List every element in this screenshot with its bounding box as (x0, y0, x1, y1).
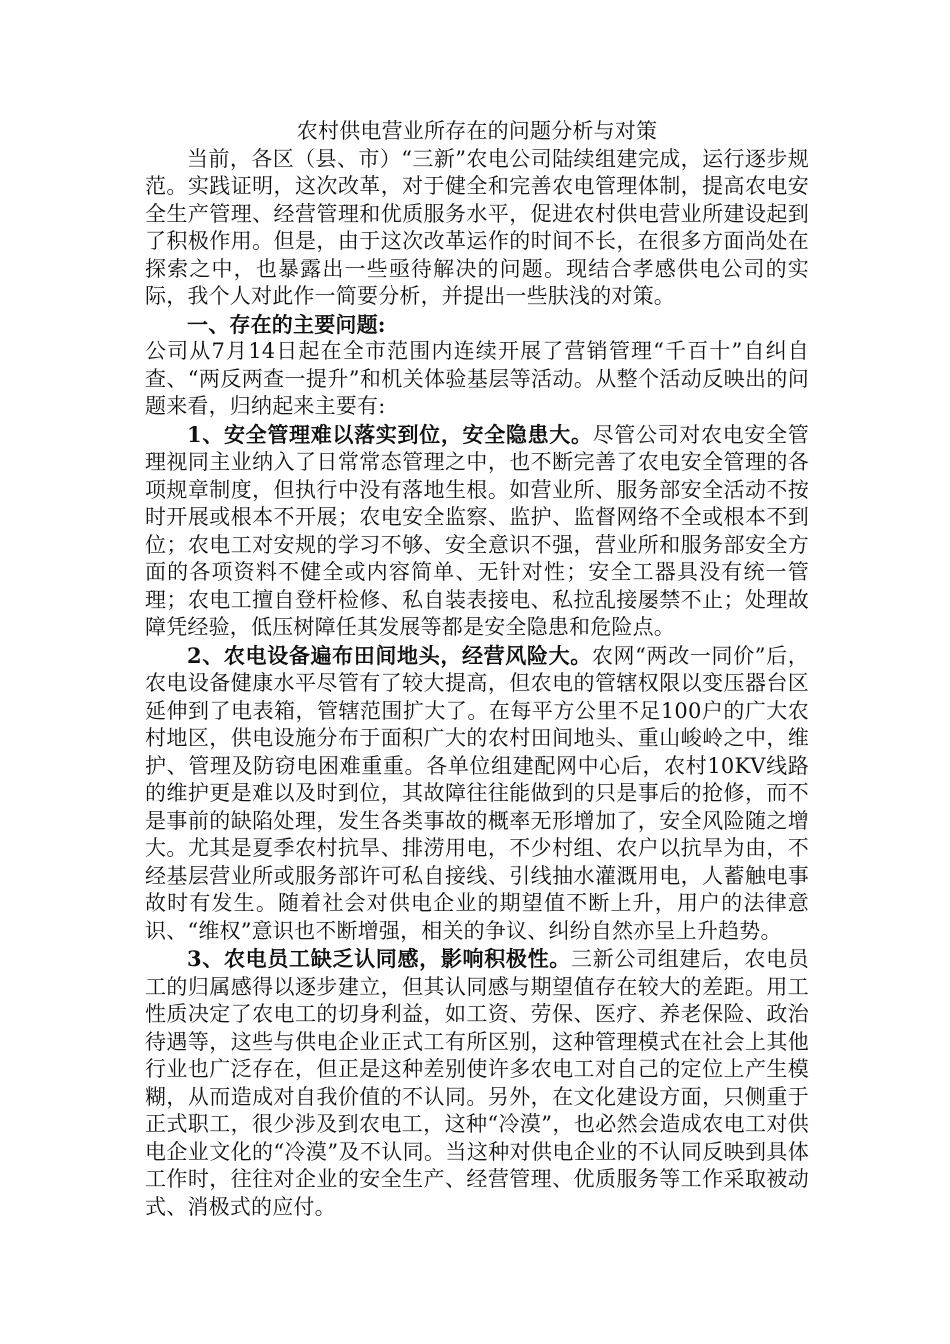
problem-item-2-lead: 2、农电设备遍布田间地头，经营风险大。 (187, 642, 592, 668)
intro-paragraph: 当前，各区（县、市）“三新”农电公司陆续组建完成，运行逐步规范。实践证明，这次改革，对于健全和完善农电管理体制，提高农电安全生产管理、经营管理和优质服务水平，促进农村供电营业所建设起到了积极作用。但是，由于这次改革运作的时间不长，在很多方面尚处在探索之中，也暴露出一些亟待解决的问题。现结合孝感供电公司的实际，我个人对此作一简要分析，并提出一些肤浅的对策。 (145, 146, 809, 308)
problem-item-1-body: 尽管公司对农电安全管理视同主业纳入了日常常态管理之中，也不断完善了农电安全管理的各项规章制度，但执行中没有落地生根。如营业所、服务部安全活动不按时开展或根本不开展；农电安全监察、监护、监督网络不全或根本不到位；农电工对安规的学习不够、安全意识不强，营业所和服务部安全方面的各项资料不健全或内容简单、无针对性；安全工器具没有统一管理；农电工擅自登杆检修、私自装表接电、私拉乱接屡禁不止；处理故障凭经验，低压树障任其发展等都是安全隐患和危险点。 (145, 422, 809, 639)
problem-item-3 (145, 945, 809, 1221)
problem-item-1 (145, 421, 809, 642)
problem-item-2-body: 农网“两改一同价”后，农电设备健康水平尽管有了较大提高，但农电的管辖权限以变压器台区延伸到了电表箱，管辖范围扩大了。在每平方公里不足100户的广大农村地区，供电设施分布于面积广大的农村田间地头、重山峻岭之中，维护、管理及防窃电困难重重。各单位组建配网中心后，农村10KV线路的维护更是难以及时到位，其故障往往能做到的只是事后的抢修，而不是事前的缺陷处理，发生各类事故的概率无形增加了，安全风险随之增大。尤其是夏季农村抗旱、排涝用电，不少村组、农户以抗旱为由，不经基层营业所或服务部许可私自接线、引线抽水灌溉用电，人蓄触电事故时有发生。随着社会对供电企业的期望值不断上升，用户的法律意识、“维权”意识也不断增强，相关的争议、纠纷自然亦呈上升趋势。 (145, 643, 809, 943)
section-heading: 一、存在的主要问题: (187, 311, 386, 337)
section-intro-paragraph: 公司从7月14日起在全市范围内连续开展了营销管理“千百十”自纠自查、“两反两查一提升”和机关体验基层等活动。从整个活动反映出的问题来看，归纳起来主要有: (145, 339, 809, 418)
problem-item-1-lead: 1、安全管理难以落实到位，安全隐患大。 (187, 421, 593, 447)
problem-item-3-lead: 3、农电员工缺乏认同感，影响积极性。 (187, 946, 571, 971)
problem-item-2 (145, 642, 809, 946)
problem-item-3-body: 三新公司组建后，农电员工的归属感得以逐步建立，但其认同感与期望值存在较大的差距。用工性质决定了农电工的切身利益，如工资、劳保、医疗、养老保险、政治待遇等，这些与供电企业正式工有所区别，这种管理模式在社会上其他行业也广泛存在，但正是这种差别使许多农电工对自己的定位上产生模糊，从而造成对自我价值的不认同。另外，在文化建设方面，只侧重于正式职工，很少涉及到农电工，这种“冷漠”，也必然会造成农电工对供电企业文化的“冷漠”及不认同。当这种对供电企业的不认同反映到具体工作时，往往对企业的安全生产、经营管理、优质服务等工作采取被动式、消极式的应付。 (145, 947, 810, 1219)
document-title: 农村供电营业所存在的问题分析与对策 (296, 119, 658, 143)
document-page (145, 118, 809, 1221)
